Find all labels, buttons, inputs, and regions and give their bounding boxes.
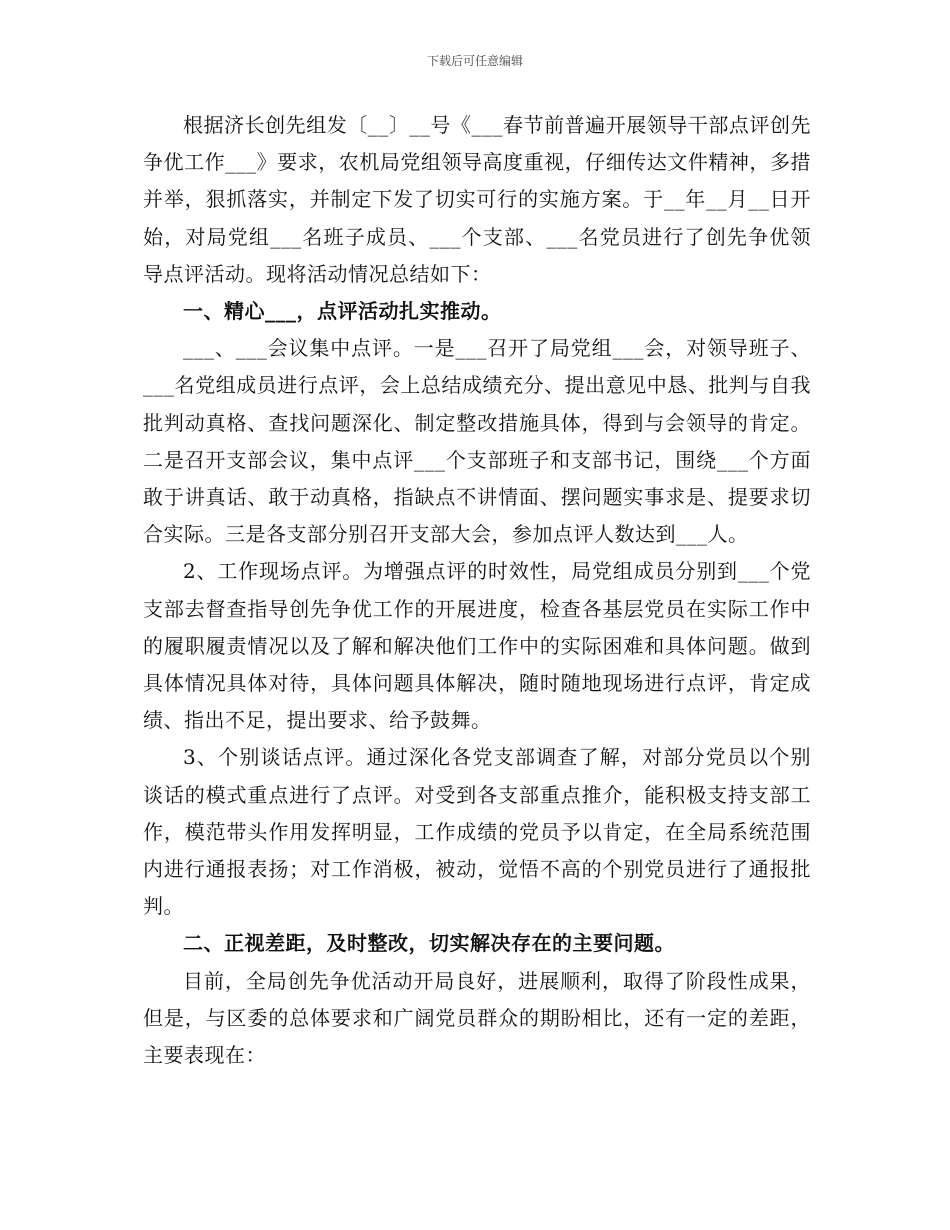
individual-talk-paragraph: 3、个别谈话点评。通过深化各党支部调查了解，对部分党员以个别谈话的模式重点进行了点评。对受到各支部重点推介，能积极支持支部工作，模范带头作用发挥明显，工作成绩的党员予以肯定，在全局系统范围内进行通报表扬；对工作消极，被动，觉悟不高的个别党员进行了通报批判。 <box>143 745 811 919</box>
onsite-review-paragraph: 2、工作现场点评。为增强点评的时效性，局党组成员分别到___个党支部去督查指导创先争优工作的开展进度，检查各基层党员在实际工作中的履职履责情况以及了解和解决他们工作中的实际困难和具体问题。做到具体情况具体对待，具体问题具体解决，随时随地现场进行点评，肯定成绩、指出不足，提出要求、给予鼓舞。 <box>143 559 811 733</box>
current-status-paragraph: 目前，全局创先争优活动开局良好，进展顺利，取得了阶段性成果，但是，与区委的总体要求和广阔党员群众的期盼相比，还有一定的差距，主要表现在： <box>143 968 811 1068</box>
section-heading-1: 一、精心___，点评活动扎实推动。 <box>183 299 502 324</box>
section-heading-2: 二、正视差距，及时整改，切实解决存在的主要问题。 <box>183 931 675 956</box>
meeting-review-paragraph: ___、___会议集中点评。一是___召开了局党组___会，对领导班子、___名党组成员进行点评，会上总结成绩充分、提出意见中恳、批判与自我批判动真格、查找问题深化、制定整改措施具体，得到与会领导的肯定。二是召开支部会议，集中点评___个支部班子和支部书记，围绕___个方面敢于讲真话、敢于动真格，指缺点不讲情面、摆问题实事求是、提要求切合实际。三是各支部分别召开支部大会，参加点评人数达到___人。 <box>143 336 811 547</box>
intro-paragraph: 根据济长创先组发〔__〕__号《___春节前普遍开展领导干部点评创先争优工作___》要求，农机局党组领导高度重视，仔细传达文件精神，多措并举，狠抓落实，并制定下发了切实可行的实施方案。于__年__月__日开始，对局党组___名班子成员、___个支部、___名党员进行了创先争优领导点评活动。现将活动情况总结如下： <box>143 113 811 286</box>
document-body <box>143 107 811 1074</box>
page-header: 下载后可任意编辑 <box>426 54 523 68</box>
